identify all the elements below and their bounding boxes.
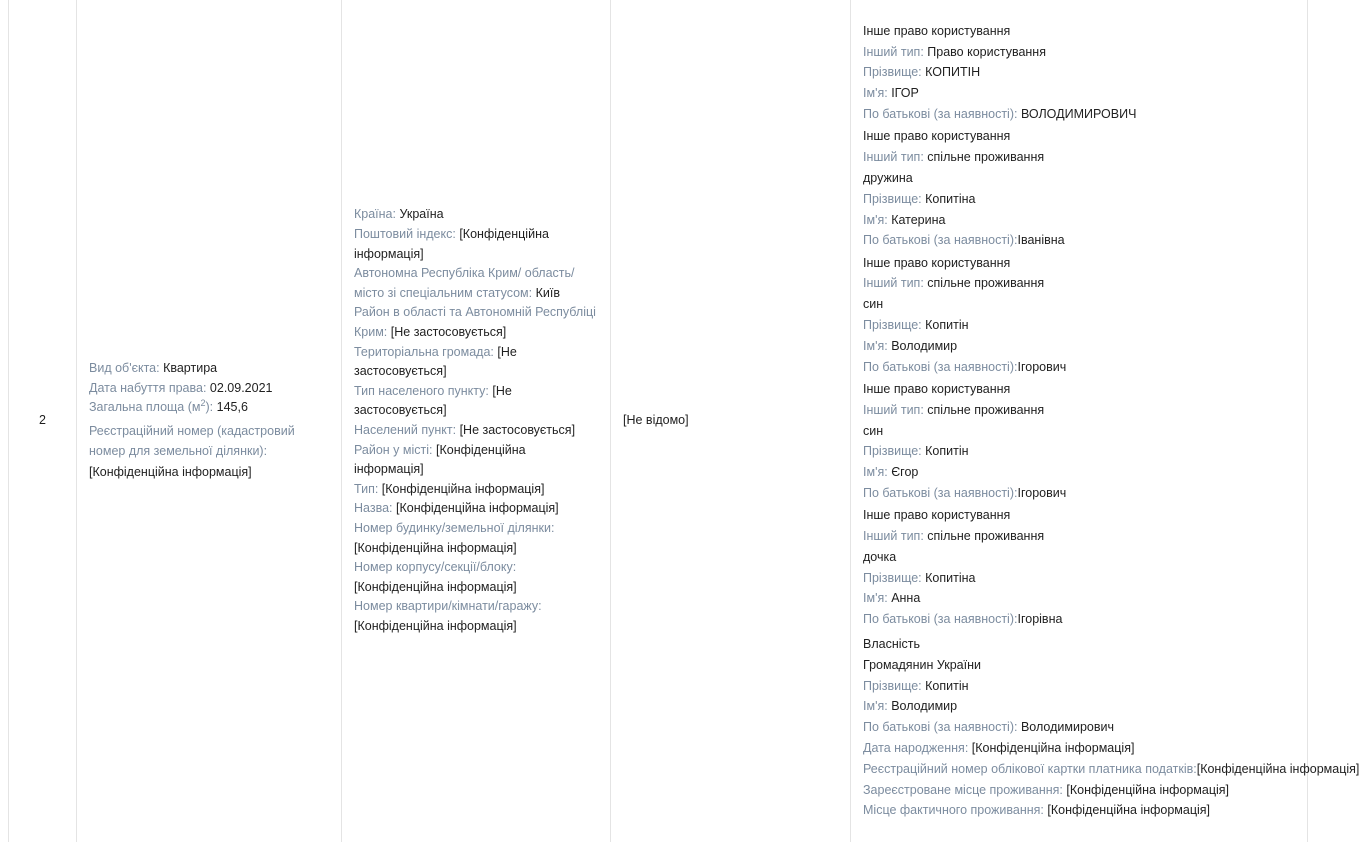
- relation-value: син: [863, 297, 884, 312]
- street-name-value: [Конфіденційна інформація]: [395, 501, 559, 516]
- relation-value: дружина: [863, 170, 913, 185]
- right-title: Інше право користування: [863, 255, 1011, 270]
- city-district-label: Район у місті:: [354, 442, 433, 457]
- right-title: Інше право користування: [863, 129, 1011, 144]
- house-number-value: [Конфіденційна інформація]: [354, 540, 517, 555]
- owner-name-value: Володимир: [891, 699, 958, 714]
- right-holder-block: [863, 505, 1295, 630]
- owner-actual-address-value: [Конфіденційна інформація]: [1047, 803, 1211, 818]
- owner-registered-address-label: Зареєстроване місце проживання:: [863, 782, 1063, 797]
- surname-label: Прізвище:: [863, 65, 922, 80]
- surname-label: Прізвище:: [863, 318, 922, 333]
- owner-birth-value: [Конфіденційна інформація]: [971, 740, 1135, 755]
- rights-list: [863, 21, 1295, 630]
- country-label: Країна:: [354, 207, 396, 222]
- right-holder-block: [863, 21, 1295, 125]
- acquisition-date-value: 02.09.2021: [209, 380, 273, 395]
- patronymic-value: Ігорович: [1017, 485, 1067, 500]
- declaration-property-table: [8, 0, 1359, 842]
- community-value: [Не застосовується]: [354, 344, 517, 379]
- patronymic-value: Ігорівна: [1017, 612, 1063, 627]
- other-type-value: спільне проживання: [927, 528, 1045, 543]
- right-title: Інше право користування: [863, 508, 1011, 523]
- community-label: Територіальна громада:: [354, 344, 494, 359]
- other-type-value: спільне проживання: [927, 276, 1045, 291]
- surname-value: Копитіна: [925, 191, 976, 206]
- object-type-value: Квартира: [163, 360, 218, 375]
- patronymic-value: Ігорович: [1017, 359, 1067, 374]
- owner-tax-number-label: Реєстраційний номер облікової картки платника податків:: [863, 761, 1197, 776]
- right-holder-block: [863, 253, 1295, 378]
- total-area-label: Загальна площа $(м^2)$:: [89, 397, 214, 415]
- right-title: Інше право користування: [863, 23, 1011, 38]
- house-number-label: Номер будинку/земельної ділянки:: [354, 520, 555, 535]
- owner-citizenship: Громадянин України: [863, 657, 981, 672]
- settlement-label: Населений пункт:: [354, 423, 457, 437]
- right-title: Інше право користування: [863, 381, 1011, 396]
- owner-block: [863, 634, 1359, 821]
- cadastral-number-label: Реєстраційний номер (кадастровий номер для земельної ділянки):: [89, 423, 295, 459]
- owner-surname-value: Копитін: [925, 678, 969, 693]
- name-value: Анна: [891, 591, 921, 606]
- apartment-number-label: Номер квартири/кімнати/гаражу:: [354, 599, 542, 614]
- other-type-value: спільне проживання: [927, 150, 1045, 165]
- owner-birth-label: Дата народження:: [863, 740, 969, 755]
- other-type-label: Інший тип:: [863, 44, 924, 59]
- owner-patronymic-value: Володимирович: [1020, 720, 1114, 735]
- name-value: Єгор: [891, 465, 919, 480]
- owner-registered-address-value: [Конфіденційна інформація]: [1066, 782, 1230, 797]
- name-value: ІГОР: [891, 86, 919, 101]
- name-label: Ім'я:: [863, 338, 888, 353]
- rights-cell: [851, 0, 1359, 842]
- name-label: Ім'я:: [863, 86, 888, 101]
- relation-value: дочка: [863, 549, 897, 564]
- owner-surname-label: Прізвище:: [863, 678, 922, 693]
- district-label: Район в області та Автономній Республіці Крим:: [354, 305, 596, 340]
- surname-label: Прізвище:: [863, 570, 922, 585]
- surname-label: Прізвище:: [863, 191, 922, 206]
- owner-name-label: Ім'я:: [863, 699, 888, 714]
- postal-code-value: [Конфіденційна інформація]: [354, 227, 549, 261]
- patronymic-label: По батькові (за наявності):: [863, 612, 1018, 627]
- row-number: 2: [9, 0, 77, 842]
- unknown-cell: [Не відомо]: [611, 0, 851, 842]
- relation-value: син: [863, 423, 884, 438]
- owner-patronymic-label: По батькові (за наявності):: [863, 720, 1018, 735]
- country-value: Україна: [399, 207, 444, 222]
- other-type-label: Інший тип:: [863, 528, 924, 543]
- address-cell: [342, 0, 611, 842]
- surname-value: Копитін: [925, 318, 969, 333]
- owner-tax-number-value: [Конфіденційна інформація]: [1196, 761, 1359, 776]
- street-name-label: Назва:: [354, 501, 393, 516]
- region-value: Київ: [535, 285, 560, 300]
- other-type-label: Інший тип:: [863, 276, 924, 291]
- other-type-value: Право користування: [927, 44, 1046, 59]
- name-label: Ім'я:: [863, 212, 888, 227]
- acquisition-date-label: Дата набуття права:: [89, 380, 207, 395]
- surname-value: КОПИТІН: [925, 65, 981, 80]
- apartment-number-value: [Конфіденційна інформація]: [354, 618, 517, 633]
- settlement-type-label: Тип населеного пункту:: [354, 383, 489, 398]
- patronymic-label: По батькові (за наявності):: [863, 359, 1018, 374]
- name-value: Володимир: [891, 338, 958, 353]
- surname-value: Копитін: [925, 444, 969, 459]
- patronymic-value: ВОЛОДИМИРОВИЧ: [1017, 107, 1137, 122]
- right-holder-block: [863, 126, 1295, 251]
- region-label: Автономна Республіка Крим/ область/місто зі спеціальним статусом:: [354, 266, 575, 300]
- postal-code-label: Поштовий індекс:: [354, 227, 456, 242]
- district-value: [Не застосовується]: [390, 325, 507, 340]
- total-area-value: 145,6: [216, 400, 248, 415]
- surname-value: Копитіна: [925, 570, 976, 585]
- name-label: Ім'я:: [863, 591, 888, 606]
- name-label: Ім'я:: [863, 465, 888, 480]
- right-holder-block: [863, 379, 1295, 504]
- name-value: Катерина: [891, 212, 946, 227]
- cadastral-number-value: [Конфіденційна інформація]: [89, 465, 252, 480]
- object-info-cell: [77, 0, 342, 842]
- patronymic-label: По батькові (за наявності):: [863, 107, 1018, 122]
- settlement-value: [Не застосовується]: [459, 423, 576, 437]
- patronymic-value: Іванівна: [1017, 233, 1065, 248]
- other-type-label: Інший тип:: [863, 402, 924, 417]
- building-number-label: Номер корпусу/секції/блоку:: [354, 560, 517, 575]
- table-row: [9, 0, 1308, 842]
- owner-actual-address-label: Місце фактичного проживання:: [863, 803, 1044, 818]
- patronymic-label: По батькові (за наявності):: [863, 233, 1018, 248]
- object-type-label: Вид об'єкта:: [89, 360, 160, 375]
- city-district-value: [Конфіденційна інформація]: [354, 442, 526, 477]
- street-type-label: Тип:: [354, 481, 379, 496]
- patronymic-label: По батькові (за наявності):: [863, 485, 1018, 500]
- owner-title: Власність: [863, 636, 921, 651]
- settlement-type-value: [Не застосовується]: [354, 383, 512, 418]
- other-type-value: спільне проживання: [927, 402, 1045, 417]
- street-type-value: [Конфіденційна інформація]: [381, 481, 545, 496]
- building-number-value: [Конфіденційна інформація]: [354, 579, 517, 594]
- other-type-label: Інший тип:: [863, 150, 924, 165]
- surname-label: Прізвище:: [863, 444, 922, 459]
